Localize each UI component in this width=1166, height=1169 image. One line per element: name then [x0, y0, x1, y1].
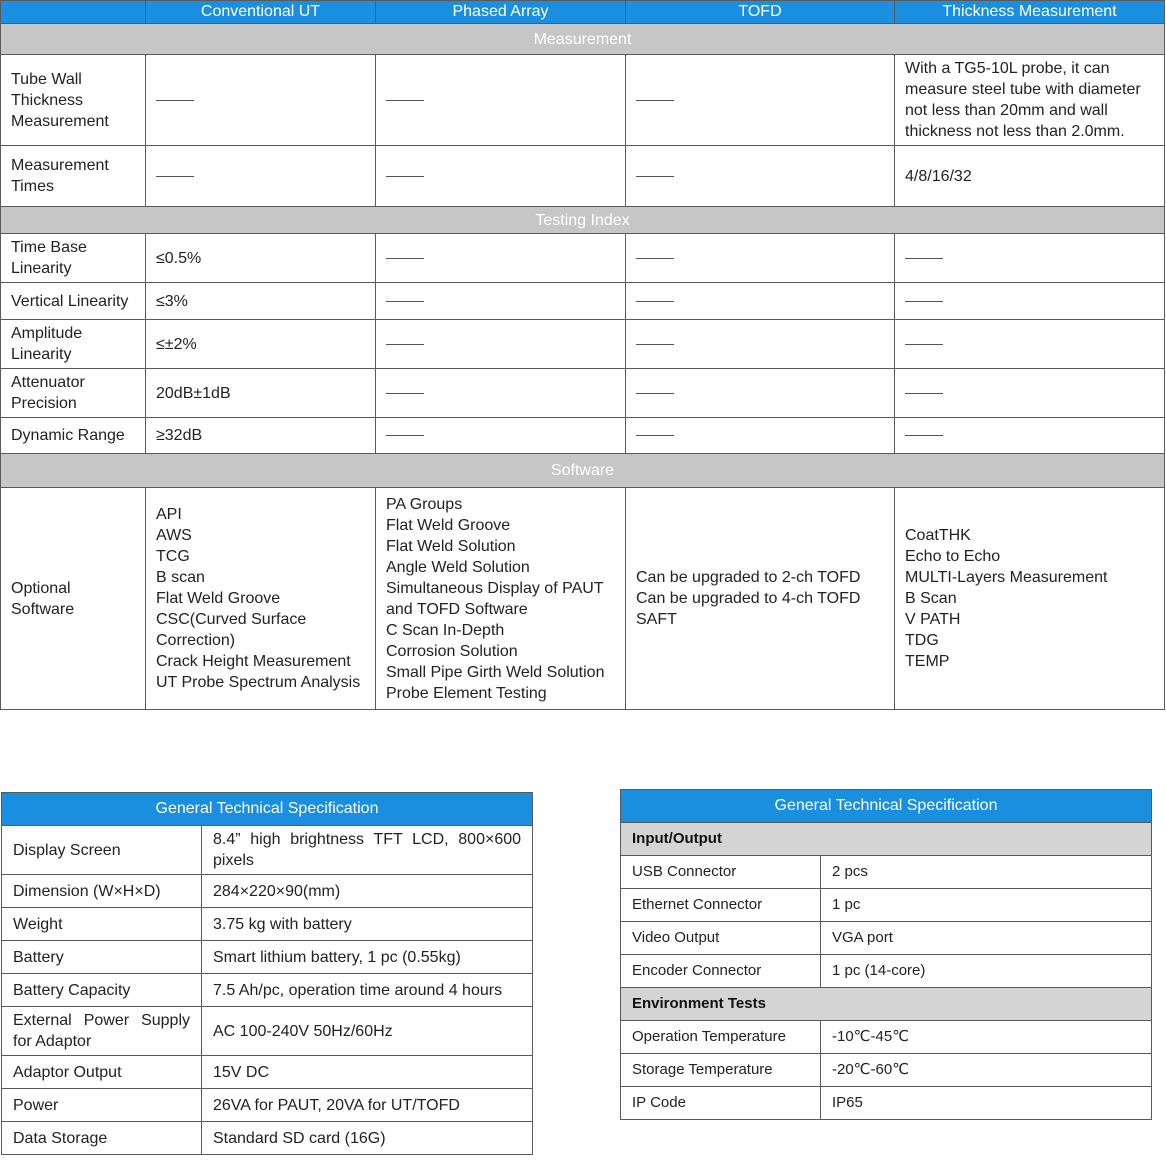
table-row: [621, 856, 1152, 889]
table-row: [1, 234, 1165, 283]
table-row: [621, 889, 1152, 922]
table-row: [1, 55, 1165, 146]
dash-cell: [146, 55, 376, 146]
table-row: [2, 1056, 533, 1089]
software-pa-list: PA Groups Flat Weld Groove Flat Weld Solution Angle Weld Solution Simultaneous Display of PAUT and TOFD Software C Scan In-Depth Corrosion Solution Small Pipe Girth Weld Solution Probe Element Testing: [376, 488, 626, 710]
dash-mark: [386, 100, 424, 101]
measurement-times-value: 4/8/16/32: [895, 146, 1165, 207]
dash-mark: [636, 301, 674, 302]
table-row: [2, 974, 533, 1007]
time-base-ut-value: ≤0.5%: [146, 234, 376, 283]
spec-label: Storage Temperature: [621, 1054, 821, 1087]
header-tofd: TOFD: [626, 1, 895, 24]
spec-value: 26VA for PAUT, 20VA for UT/TOFD: [202, 1089, 533, 1122]
spec-value: 1 pc: [821, 889, 1152, 922]
attenuator-ut-value: 20dB±1dB: [146, 369, 376, 418]
dash-cell: [376, 146, 626, 207]
spec-value: 1 pc (14-core): [821, 955, 1152, 988]
spec-value: 3.75 kg with battery: [202, 908, 533, 941]
tube-wall-thickness-value: With a TG5-10L probe, it can measure steel tube with diameter not less than 20mm and wall thickness not less than 2.0mm.: [895, 55, 1165, 146]
table-row: [1, 283, 1165, 320]
section-measurement: Measurement: [1, 24, 1165, 55]
spec-label: USB Connector: [621, 856, 821, 889]
spec-label: Adaptor Output: [2, 1056, 202, 1089]
spec-label: Operation Temperature: [621, 1021, 821, 1054]
vertical-ut-value: ≤3%: [146, 283, 376, 320]
spec-value: 8.4” high brightness TFT LCD, 800×600 pixels: [202, 826, 533, 875]
header-conventional-ut: Conventional UT: [146, 1, 376, 24]
dash-cell: [895, 320, 1165, 369]
dash-cell: [626, 418, 895, 454]
section-testing-index: Testing Index: [1, 207, 1165, 234]
spec-label: Data Storage: [2, 1122, 202, 1155]
dash-cell: [626, 283, 895, 320]
dash-mark: [905, 258, 943, 259]
header-thickness-measurement: Thickness Measurement: [895, 1, 1165, 24]
spec-value: 15V DC: [202, 1056, 533, 1089]
dash-cell: [626, 55, 895, 146]
dash-mark: [636, 258, 674, 259]
spec-label: Encoder Connector: [621, 955, 821, 988]
table-row: [2, 941, 533, 974]
dash-mark: [386, 301, 424, 302]
spec-label: Battery: [2, 941, 202, 974]
spec-value: IP65: [821, 1087, 1152, 1120]
group-environment-tests: Environment Tests: [621, 988, 1152, 1021]
dash-cell: [376, 320, 626, 369]
spec-label: Power: [2, 1089, 202, 1122]
spec-value: -20℃-60℃: [821, 1054, 1152, 1087]
table-row: [2, 1089, 533, 1122]
dash-mark: [636, 393, 674, 394]
spec-label: Video Output: [621, 922, 821, 955]
spec-label: Dimension (W×H×D): [2, 875, 202, 908]
table-row: [2, 1122, 533, 1155]
spec-label: External Power Supply for Adaptor: [2, 1007, 202, 1056]
spec-label: IP Code: [621, 1087, 821, 1120]
spec-value: 284×220×90(mm): [202, 875, 533, 908]
dash-mark: [156, 100, 194, 101]
header-row: [1, 1, 1165, 24]
table-row: [2, 826, 533, 875]
dash-mark: [156, 176, 194, 177]
dash-mark: [636, 100, 674, 101]
group-row: [621, 988, 1152, 1021]
table-row: [2, 908, 533, 941]
header-phased-array: Phased Array: [376, 1, 626, 24]
dynamic-ut-value: ≥32dB: [146, 418, 376, 454]
general-spec-table-right: [620, 789, 1152, 1120]
dash-cell: [626, 369, 895, 418]
spec-value: Standard SD card (16G): [202, 1122, 533, 1155]
spec-value: Smart lithium battery, 1 pc (0.55kg): [202, 941, 533, 974]
dash-cell: [895, 369, 1165, 418]
spec-label: Battery Capacity: [2, 974, 202, 1007]
amplitude-ut-value: ≤±2%: [146, 320, 376, 369]
software-tofd-list: Can be upgraded to 2-ch TOFD Can be upgraded to 4-ch TOFD SAFT: [626, 488, 895, 710]
table-row: [621, 955, 1152, 988]
dash-mark: [386, 344, 424, 345]
row-label-attenuator: Attenuator Precision: [1, 369, 146, 418]
dash-cell: [376, 418, 626, 454]
spec-label: Display Screen: [2, 826, 202, 875]
dash-cell: [626, 234, 895, 283]
dash-mark: [386, 393, 424, 394]
spec-value: 2 pcs: [821, 856, 1152, 889]
table-row: [621, 1087, 1152, 1120]
dash-mark: [386, 435, 424, 436]
general-spec-table-left: [1, 792, 533, 1155]
table-row: [1, 418, 1165, 454]
dash-mark: [636, 344, 674, 345]
row-label-measurement-times: Measurement Times: [1, 146, 146, 207]
table-row: [1, 320, 1165, 369]
row-label-tube-wall: Tube Wall Thickness Measurement: [1, 55, 146, 146]
dash-mark: [905, 393, 943, 394]
row-label-amplitude: Amplitude Linearity: [1, 320, 146, 369]
spec-left-title: General Technical Specification: [2, 793, 533, 826]
spec-right-title: General Technical Specification: [621, 790, 1152, 823]
table-row: [2, 875, 533, 908]
row-label-dynamic: Dynamic Range: [1, 418, 146, 454]
table-row: [1, 488, 1165, 710]
dash-mark: [905, 301, 943, 302]
spec-value: VGA port: [821, 922, 1152, 955]
dash-mark: [636, 435, 674, 436]
software-thickness-list: CoatTHK Echo to Echo MULTI-Layers Measurement B Scan V PATH TDG TEMP: [895, 488, 1165, 710]
spec-value: AC 100-240V 50Hz/60Hz: [202, 1007, 533, 1056]
dash-cell: [376, 283, 626, 320]
table-row: [621, 1021, 1152, 1054]
row-label-optional-software: Optional Software: [1, 488, 146, 710]
table-row: [2, 1007, 533, 1056]
table-row: [621, 922, 1152, 955]
dash-mark: [636, 176, 674, 177]
dash-cell: [895, 418, 1165, 454]
spec-value: 7.5 Ah/pc, operation time around 4 hours: [202, 974, 533, 1007]
group-row: [621, 823, 1152, 856]
software-ut-list: API AWS TCG B scan Flat Weld Groove CSC(Curved Surface Correction) Crack Height Measurement UT Probe Spectrum Analysis: [146, 488, 376, 710]
spec-value: -10℃-45℃: [821, 1021, 1152, 1054]
dash-cell: [376, 55, 626, 146]
dash-mark: [386, 258, 424, 259]
dash-cell: [895, 283, 1165, 320]
table-row: [621, 1054, 1152, 1087]
dash-mark: [905, 344, 943, 345]
dash-cell: [895, 234, 1165, 283]
row-label-time-base: Time Base Linearity: [1, 234, 146, 283]
spec-label: Weight: [2, 908, 202, 941]
dash-cell: [376, 369, 626, 418]
row-label-vertical: Vertical Linearity: [1, 283, 146, 320]
dash-cell: [376, 234, 626, 283]
dash-cell: [626, 320, 895, 369]
group-input-output: Input/Output: [621, 823, 1152, 856]
section-row: [1, 24, 1165, 55]
dash-cell: [626, 146, 895, 207]
dash-mark: [386, 176, 424, 177]
dash-mark: [905, 435, 943, 436]
section-software: Software: [1, 454, 1165, 488]
section-row: [1, 454, 1165, 488]
table-row: [1, 369, 1165, 418]
section-row: [1, 207, 1165, 234]
table-row: [1, 146, 1165, 207]
spec-label: Ethernet Connector: [621, 889, 821, 922]
header-blank: [1, 1, 146, 24]
dash-cell: [146, 146, 376, 207]
